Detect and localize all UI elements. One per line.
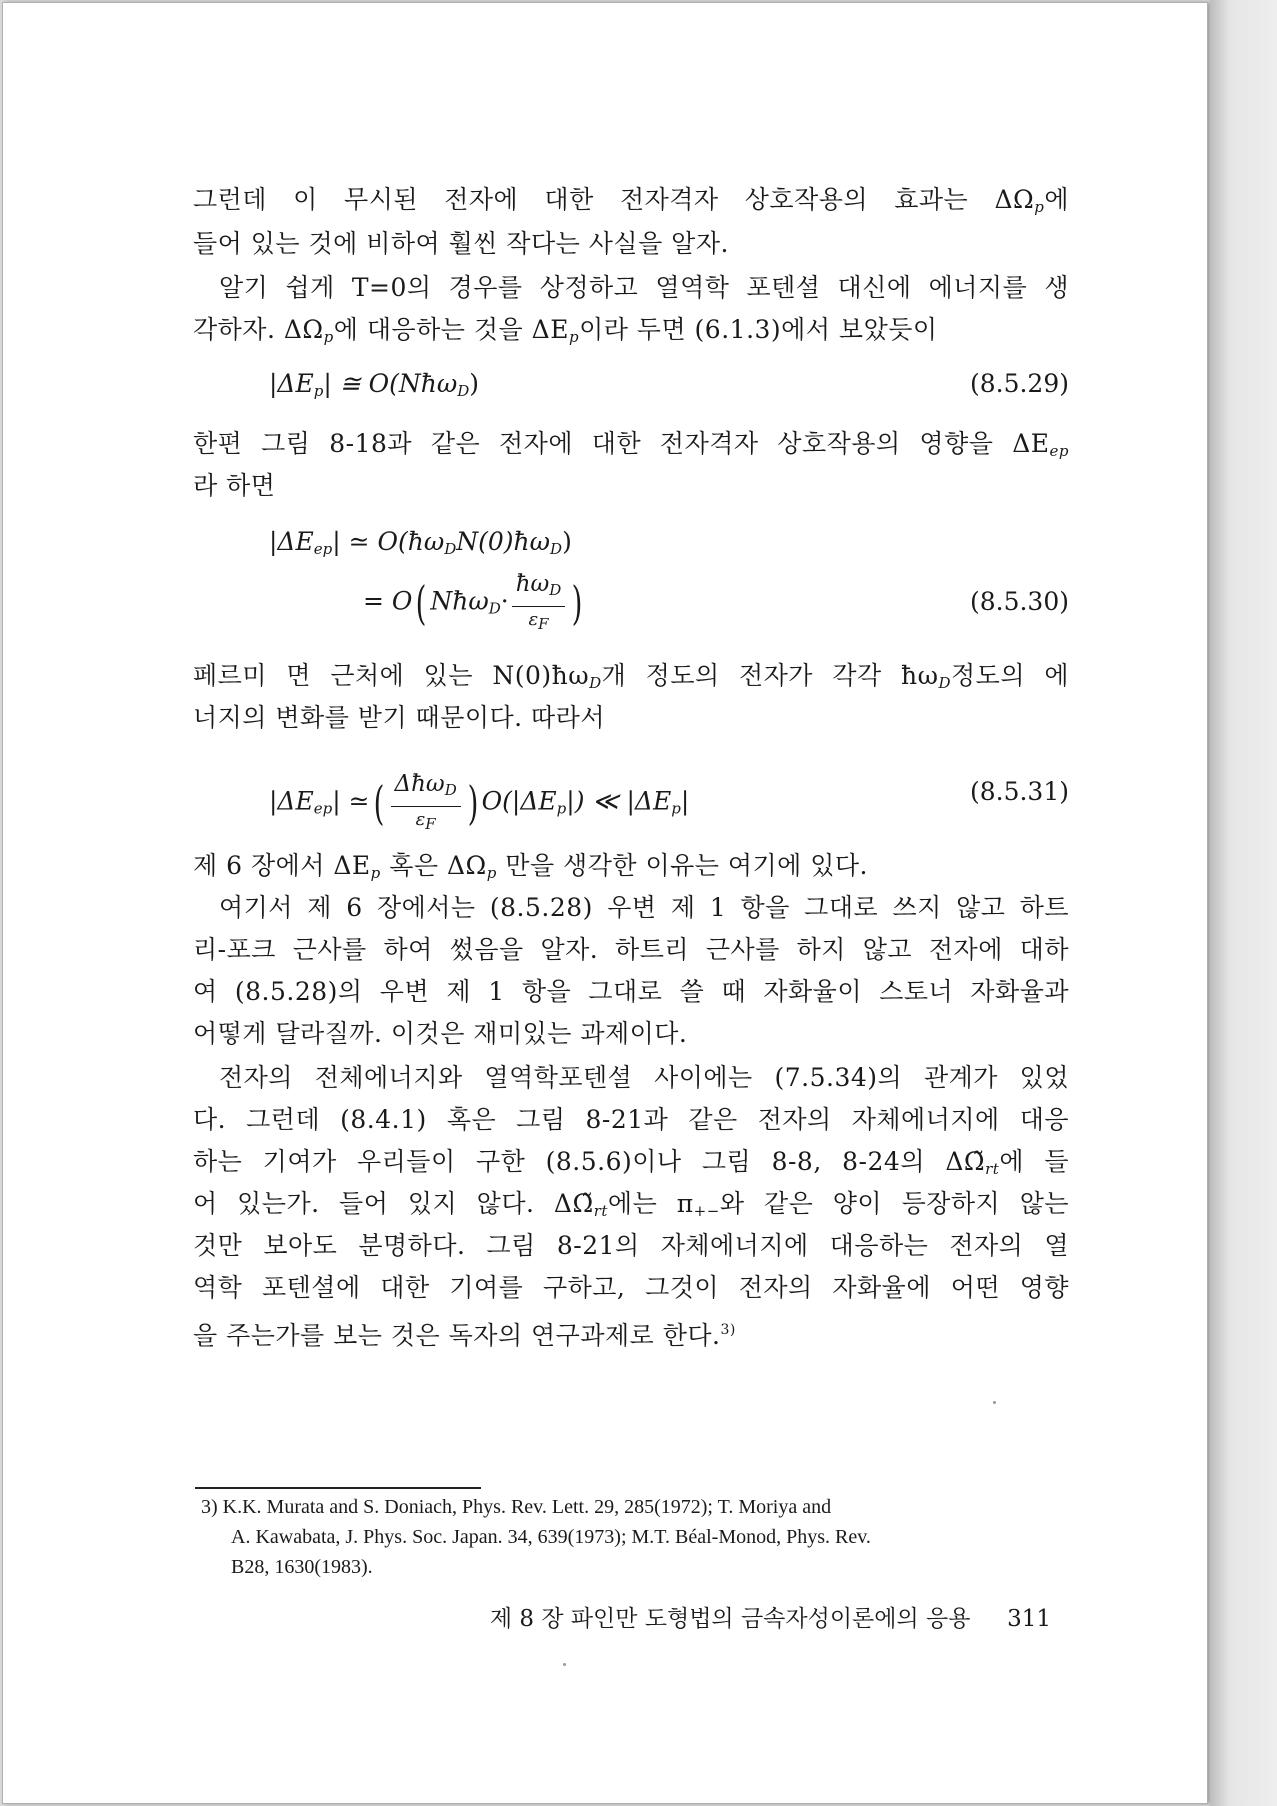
text-span: 을 주는가를 보는 것은 독자의 연구과제로 한다.	[193, 1321, 721, 1350]
eq-text: ε	[528, 609, 539, 630]
eq-text: Δħω	[394, 771, 445, 797]
subscript: p	[313, 382, 324, 400]
subscript: +−	[693, 1202, 720, 1220]
equation-number: (8.5.31)	[969, 777, 1069, 806]
subscript: F	[538, 615, 549, 633]
document-page	[2, 2, 1208, 1804]
subscript: D	[444, 540, 457, 558]
subscript: rt	[593, 1202, 608, 1220]
text-span: 에 들	[999, 1147, 1069, 1176]
text-line: 다. 그런데 (8.4.1) 혹은 그림 8-21과 같은 전자의 자체에너지에 대응	[193, 1105, 1069, 1134]
eq-text: | ≅ O(Nħω	[323, 369, 458, 398]
text-span: 각하자. ΔΩ	[193, 315, 324, 344]
footnote-rule	[195, 1487, 481, 1489]
text-line	[193, 849, 1069, 890]
eq-text: |ΔE	[269, 369, 314, 398]
subscript: rt	[985, 1160, 1000, 1178]
text-line	[193, 313, 1069, 354]
speck	[563, 1663, 566, 1666]
fraction	[388, 769, 464, 837]
text-line: 전자의 전체에너지와 열역학포텐셜 사이에는 (7.5.34)의 관계가 있었	[219, 1063, 1069, 1092]
text-line	[193, 427, 1069, 468]
text-line	[193, 1187, 1069, 1228]
equation-number: (8.5.29)	[969, 369, 1069, 398]
text-span: 제 6 장에서 ΔE	[193, 851, 371, 880]
text-span: 하는 기여가 우리들이 구한 (8.5.6)이나 그림 8-8, 8-24의 ΔΩ̃	[193, 1147, 986, 1176]
chapter-title: 제 8 장 파인만 도형법의 금속자성이론에의 응용	[489, 1606, 971, 1632]
viewer-gutter	[1210, 0, 1277, 1806]
fraction-denominator	[391, 807, 461, 837]
right-paren: )	[467, 776, 479, 830]
eq-text: Nħω	[430, 586, 489, 616]
text-line: 리-포크 근사를 하여 썼음을 알자. 하트리 근사를 하지 않고 전자에 대하	[193, 935, 1069, 964]
equation-8-5-31	[269, 769, 689, 837]
eq-text: = O	[363, 586, 413, 616]
eq-text: | ≃	[332, 786, 370, 816]
left-paren: (	[415, 576, 427, 630]
text-span: 만을 생각한 이유는 여기에 있다.	[496, 851, 868, 880]
right-paren: )	[571, 576, 583, 630]
page-footer	[455, 1603, 1051, 1635]
subscript: ep	[313, 799, 333, 818]
subscript: D	[589, 674, 602, 692]
eq-text: | ≃ O(ħω	[332, 527, 445, 556]
fraction-denominator	[512, 607, 566, 637]
subscript: ep	[1049, 442, 1069, 460]
eq-text: ·	[500, 586, 509, 616]
text-span: 정도의 에	[951, 661, 1069, 690]
text-line: 라 하면	[193, 471, 276, 500]
text-line: 여 (8.5.28)의 우변 제 1 항을 그대로 쓸 때 자화율이 스토너 자화율과	[193, 977, 1069, 1006]
text-span: 이라 두면 (6.1.3)에서 보았듯이	[579, 315, 938, 344]
text-line	[193, 183, 1069, 224]
subscript: p	[671, 799, 681, 818]
subscript: D	[549, 581, 562, 599]
text-span: 에는 π	[607, 1189, 694, 1218]
fraction-numerator	[391, 769, 461, 807]
text-span: 한편 그림 8-18과 같은 전자에 대한 전자격자 상호작용의 영향을 ΔE	[193, 429, 1050, 458]
text-line: 어떻게 달라질까. 이것은 재미있는 과제이다.	[193, 1019, 688, 1048]
footnote-line: B28, 1630(1983).	[231, 1556, 373, 1578]
text-span: 에	[1044, 185, 1069, 214]
subscript: ep	[313, 540, 333, 558]
fraction-numerator	[512, 569, 566, 607]
text-span: 에 대응하는 것을 ΔE	[333, 315, 569, 344]
eq-text: ħω	[515, 571, 550, 597]
text-span: 와 같은 양이 등장하지 않는	[719, 1189, 1069, 1218]
fraction	[509, 569, 569, 637]
equation-number: (8.5.30)	[969, 587, 1069, 616]
subscript: p	[568, 328, 580, 346]
subscript: p	[486, 864, 497, 882]
subscript: D	[550, 540, 563, 558]
text-span: 혹은 ΔΩ	[380, 851, 487, 880]
equation-8-5-29	[269, 367, 479, 408]
text-line: 너지의 변화를 받기 때문이다. 따라서	[193, 703, 605, 732]
eq-text: |	[680, 786, 690, 816]
eq-text: N(0)ħω	[456, 527, 551, 556]
text-span: 그런데 이 무시된 전자에 대한 전자격자 상호작용의 효과는 ΔΩ	[193, 185, 1035, 214]
subscript: p	[323, 328, 334, 346]
footnote-line: 3) K.K. Murata and S. Doniach, Phys. Rev. Lett. 29, 285(1972); T. Moriya and	[201, 1496, 832, 1518]
text-line: 역학 포텐셜에 대한 기여를 구하고, 그것이 전자의 자화율에 어떤 영향	[193, 1273, 1069, 1302]
text-line: 여기서 제 6 장에서는 (8.5.28) 우변 제 1 항을 그대로 쓰지 않고 하트	[219, 893, 1069, 922]
left-paren: (	[373, 776, 384, 830]
text-span: 개 정도의 전자가 각각 ħω	[601, 661, 939, 690]
text-span: 어 있는가. 들어 있지 않다. ΔΩ̃	[193, 1189, 594, 1218]
text-line: 알기 쉽게 T=0의 경우를 상정하고 열역학 포텐셜 대신에 에너지를 생	[219, 273, 1069, 302]
equation-8-5-30-line2	[363, 569, 586, 637]
eq-text: ε	[415, 809, 426, 830]
subscript: D	[444, 781, 457, 799]
eq-text: )	[469, 369, 480, 398]
footnote-line: A. Kawabata, J. Phys. Soc. Japan. 34, 639(1973); M.T. Béal-Monod, Phys. Rev.	[231, 1526, 871, 1548]
text-line	[193, 1145, 1069, 1186]
footnote-reference: 3)	[720, 1322, 736, 1338]
equation-8-5-30-line1	[269, 525, 572, 566]
text-line	[193, 659, 1069, 700]
eq-text: |ΔE	[269, 527, 314, 556]
subscript: D	[938, 674, 952, 692]
subscript: p	[556, 799, 567, 818]
text-span: 페르미 면 근처에 있는 N(0)ħω	[193, 661, 590, 690]
subscript: D	[488, 599, 501, 618]
eq-text: O(|ΔE	[481, 786, 557, 816]
subscript: F	[425, 815, 436, 833]
text-line: 것만 보아도 분명하다. 그림 8-21의 자체에너지에 대응하는 전자의 열	[193, 1231, 1069, 1260]
eq-text: |ΔE	[269, 786, 314, 816]
subscript: p	[1034, 198, 1045, 216]
text-line	[193, 1313, 1069, 1353]
subscript: D	[457, 382, 470, 400]
subscript: p	[370, 864, 381, 882]
text-line: 들어 있는 것에 비하여 훨씬 작다는 사실을 알자.	[193, 229, 729, 258]
page-content	[3, 3, 1207, 1803]
page-number: 311	[1007, 1606, 1051, 1632]
eq-text: |) ≪ |ΔE	[566, 786, 672, 816]
eq-text: )	[562, 527, 572, 556]
speck	[993, 1401, 996, 1404]
